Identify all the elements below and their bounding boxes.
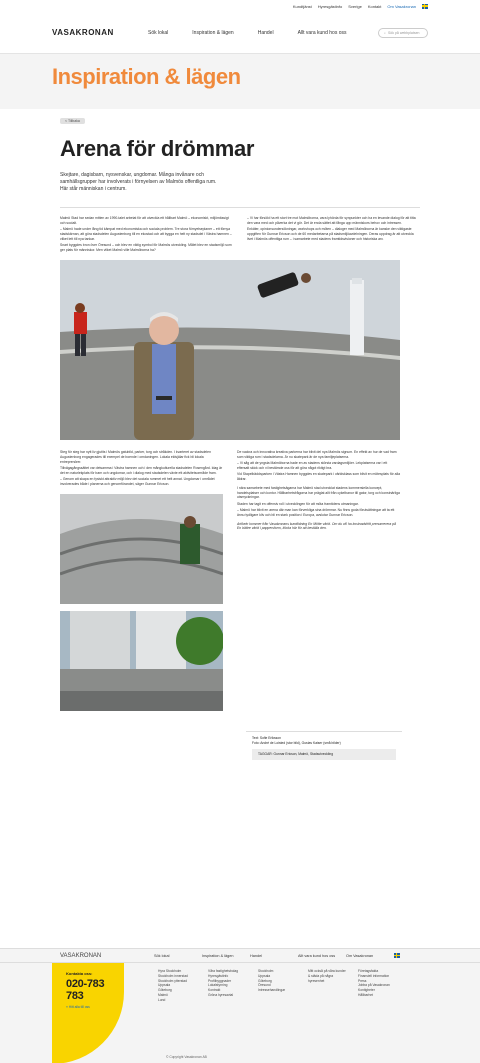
paragraph: Tillvägagångssättet var detsamma i Västra hamnen och i den mångkulturella stadsdelen Rosengård. Idag är det en naturlekplats för barn och ungdomar, och i dialog med stadsdelen växte ett aktivitetsområde fram. (60, 465, 223, 475)
footer-link[interactable]: Gröna hyresavtal (208, 992, 234, 997)
footer-link[interactable]: Jobba på Vasakronan (358, 983, 390, 988)
topbar-link-om[interactable]: Om Vasakronan (387, 3, 416, 9)
footer (0, 948, 480, 1063)
footer-link[interactable]: Kontrakt (208, 988, 221, 993)
paragraph: – Vi såg att de yngsta Malmöborna hade en av stadens största vardagsmiljöer. Lekplatserna var i ett eftersatt skick och vi bestämde oss för att göra något riktigt bra. (237, 461, 388, 470)
footer-link[interactable]: Lund (158, 997, 166, 1002)
footer-logo[interactable]: VASAKRONAN (60, 952, 102, 959)
footer-link[interactable]: Företagsfakta (358, 969, 379, 973)
section-title: Inspiration & lägen (52, 64, 241, 89)
footer-link[interactable]: & städa på några hyresenhet (308, 973, 334, 983)
text-column-4 (237, 450, 400, 721)
divider (60, 207, 420, 208)
article-tags[interactable]: TAGGAR: Gunnar Ericson, Malmö, Stadsutveckling (252, 749, 396, 760)
footer-link[interactable]: Malmö (158, 992, 168, 997)
footer-col-3 (258, 969, 300, 1003)
footer-link[interactable]: Mitt också på våra kunder (308, 969, 346, 973)
search-input[interactable] (378, 28, 428, 38)
contact-title: Kontakta oss: (66, 971, 93, 976)
paragraph: I nära samarbete med fastighetsägarna har Malmö stad utvecklat stadens kommersiella koncept, handelsplatser och kontor. Hållbarhetsfrågorna har präglat allt från cykelbanor till gator, torg och konstnärliga utsmyckningar. (237, 485, 400, 500)
copyright: © Copyright Vasakronan AB (166, 1055, 207, 1059)
nav-sok-lokal[interactable]: Sök lokal (148, 29, 169, 36)
footer-nav-item[interactable]: Inspiration & lägen (202, 953, 234, 958)
skatepark-illustration (60, 494, 223, 604)
paragraph: Malmö Stad har sedan mitten av 1990-talet arbetat för att utveckla ett hållbart Malmö – ekonomiskt, miljömässigt och socialt. (60, 216, 229, 225)
flag-icon[interactable] (422, 4, 428, 9)
footer-flag-icon[interactable] (394, 953, 400, 958)
main-photo-illustration (60, 260, 400, 440)
paragraph: – Malmö har blivit en arena där man kan förverkliga sina drömmar. Nu finns goda förutsättningar att ta ett ännu tydligare kliv och bli en stark position i Europa, avslutar Gunnar Ericson. (237, 508, 395, 517)
footer-col-5 (358, 969, 400, 1003)
contact-link[interactable]: » Hitt alla till oss (66, 1005, 90, 1009)
footer-link[interactable]: Kontigheter (358, 988, 375, 993)
paragraph: De vackra och innovativa kreativa parkerna har blivit del nya Malmös signum. En effekt av hur de vad fram som viktiga rum i stadsdelarna. Är nu skatepark är de nya familjeplatserna. (237, 450, 397, 459)
paragraph: Enkäter, opinionsundersökningar, workshops och möten – dialoger med Malmöborna är kanske den viktigaste uppgiften för Gunnar Ericson och de 60 medarbetarna på stadsmiljöavdelningen. Deras uppdrag är att utveckla livet i Malmös offentliga rum – i samarbete med stadens framtidsvisioner och historiska arv. (247, 227, 414, 241)
footer-nav-item[interactable]: Om Vasakronan (346, 953, 374, 958)
text-column-2 (247, 216, 420, 254)
footer-columns (158, 969, 400, 1003)
logo[interactable]: VASAKRONAN (52, 28, 114, 37)
search-placeholder: Sök på webbplatsen (387, 30, 420, 35)
nav-inspiration[interactable]: Inspiration & lägen (192, 29, 234, 36)
photo-skatepark (60, 494, 223, 604)
footer-link[interactable]: Våra fastighetsbolag (208, 969, 239, 973)
text-column-3 (60, 450, 223, 487)
footer-nav-item[interactable]: Sök lokal (154, 953, 170, 958)
paragraph: Vid Stapelbäddsparken i Västra Hamnen byggdes en skatepark i världsklass som blivit en mötesplats för alla åldrar. (237, 472, 400, 482)
footer-link[interactable]: Göteborg (258, 978, 272, 983)
article-title: Arena för drömmar (60, 136, 255, 161)
paragraph: – Malmö hade under lång tid kämpat med ekonomiska och sociala problem. Tre stora förnyelseplaner – ett förnya stadskärnan, att göra stadsdelen Augustenborg till en ekostad och att bygga en helt ny stadsdel i Västra hamnen – vilket lett till nya tankar. (60, 227, 232, 241)
footer-col-4 (308, 969, 350, 1003)
square-illustration (60, 611, 223, 711)
search-icon: ⌕ (384, 30, 386, 35)
nav-handel[interactable]: Handel (257, 29, 274, 36)
contact-badge (52, 963, 124, 1063)
photo-square (60, 611, 223, 721)
paragraph: – Genom att skapa en fysiskt attraktiv miljö blev det sociala rummet ett helt annat. Ungdomar i området involverades både i planerna och genomförandet, säger Gunnar Ericson. (60, 477, 215, 486)
article-lead: Skejtare, dagisbarn, nysvenskar, ungdomar. Många invånare och samhällsgrupper har involverats i förnyelsen av Malmös offentliga rum. Här står människan i centrum. (60, 172, 217, 192)
footer-link[interactable]: Press (358, 978, 367, 983)
article-note: Artikeln kommer från Vasakronans kundtidning En Mötte värld. Om du vill ha kostnadsfritt prenumerera på En bättre värld i pappersform, klicka här för att beställa den. (237, 521, 396, 531)
footer-nav-item[interactable]: Handel (250, 953, 263, 958)
second-section (60, 450, 420, 721)
section-hero (0, 54, 480, 109)
contact-phone[interactable]: 020-783 783 (66, 978, 105, 1002)
top-utility-bar (0, 0, 480, 12)
footer-link[interactable]: Uppsala (258, 973, 271, 978)
left-column (60, 450, 223, 721)
topbar-link-kontakt[interactable]: Kontakt (367, 3, 382, 9)
footer-nav (0, 949, 480, 963)
main-header (0, 12, 480, 54)
footer-link[interactable]: Uppsala (158, 983, 171, 988)
footer-link[interactable]: Hållbarhet (358, 992, 374, 997)
footer-col-2 (208, 969, 250, 1003)
footer-link[interactable]: Öresund (258, 983, 271, 988)
footer-link[interactable]: Intressehandlingar (258, 988, 286, 993)
footer-col-1 (158, 969, 200, 1003)
back-button[interactable]: < Tillbaka (60, 118, 85, 124)
credit-photo: Foto: André de Loisted (stor bild), Gustav Kaiser (små bilder) (252, 740, 341, 745)
paragraph: Steg för steg har nytt liv gjutits i Malmös gatubild, parker, torg och stråkden. I kvarteret av stadsdelen Augustenborg engagerades till exempel de boende i omdaningen. Lokala eldsjälar fick bli lokala entreprenörer. (60, 450, 211, 464)
paragraph: – Vi har försökt ha ett stort tre mot Malmöborna, vara lyhörda för synpunkter och ha en levande dialog för att titta den vara med och påverka det vi gör. Det är enda sättet att fånga upp människors behov och intressen. (247, 216, 416, 225)
paragraph: Staden har tagit en offensiv roll i utvecklingen för att möta framtidens utmaningar. (237, 501, 359, 506)
paragraph: Snart byggdes bron över Öresund – och blev en viktig symbol för Malmös utveckling. Målet blev en stadsmiljö som ger plats för människor. Men vilket Malmö ville Malmöborna ha? (60, 242, 232, 252)
topbar-link-kundtjanst[interactable]: Kundtjänst (292, 3, 312, 9)
footer-link[interactable]: Finansiell information (358, 973, 390, 978)
footer-link[interactable]: Göteborg (158, 988, 172, 993)
footer-link[interactable]: Stockholm (258, 969, 274, 973)
nav-kund[interactable]: Allt vara kund hos oss (297, 29, 347, 36)
footer-link[interactable]: Stockholm ytterstad (158, 978, 187, 983)
footer-link[interactable]: Hyra Stockholm (158, 969, 182, 973)
topbar-link-sverige[interactable]: Sverige (348, 3, 362, 9)
intro-columns (60, 216, 420, 254)
main-nav (148, 30, 378, 36)
main-photo (60, 260, 400, 440)
credit-text: Text: Sofie Eriksson (252, 735, 281, 740)
footer-nav-item[interactable]: Allt vara kund hos oss (298, 953, 336, 958)
topbar-link-hyresgastinfo[interactable]: Hyresgästinfo (317, 3, 343, 9)
text-column-1 (60, 216, 233, 254)
footer-link[interactable]: Hyresgästinfo (208, 973, 229, 978)
footer-link[interactable]: Profilbyggnader (208, 978, 232, 983)
footer-link[interactable]: Lokalstyrning (208, 983, 228, 988)
footer-link[interactable]: Stockholm innerstad (158, 973, 188, 978)
article-credits (246, 731, 402, 764)
